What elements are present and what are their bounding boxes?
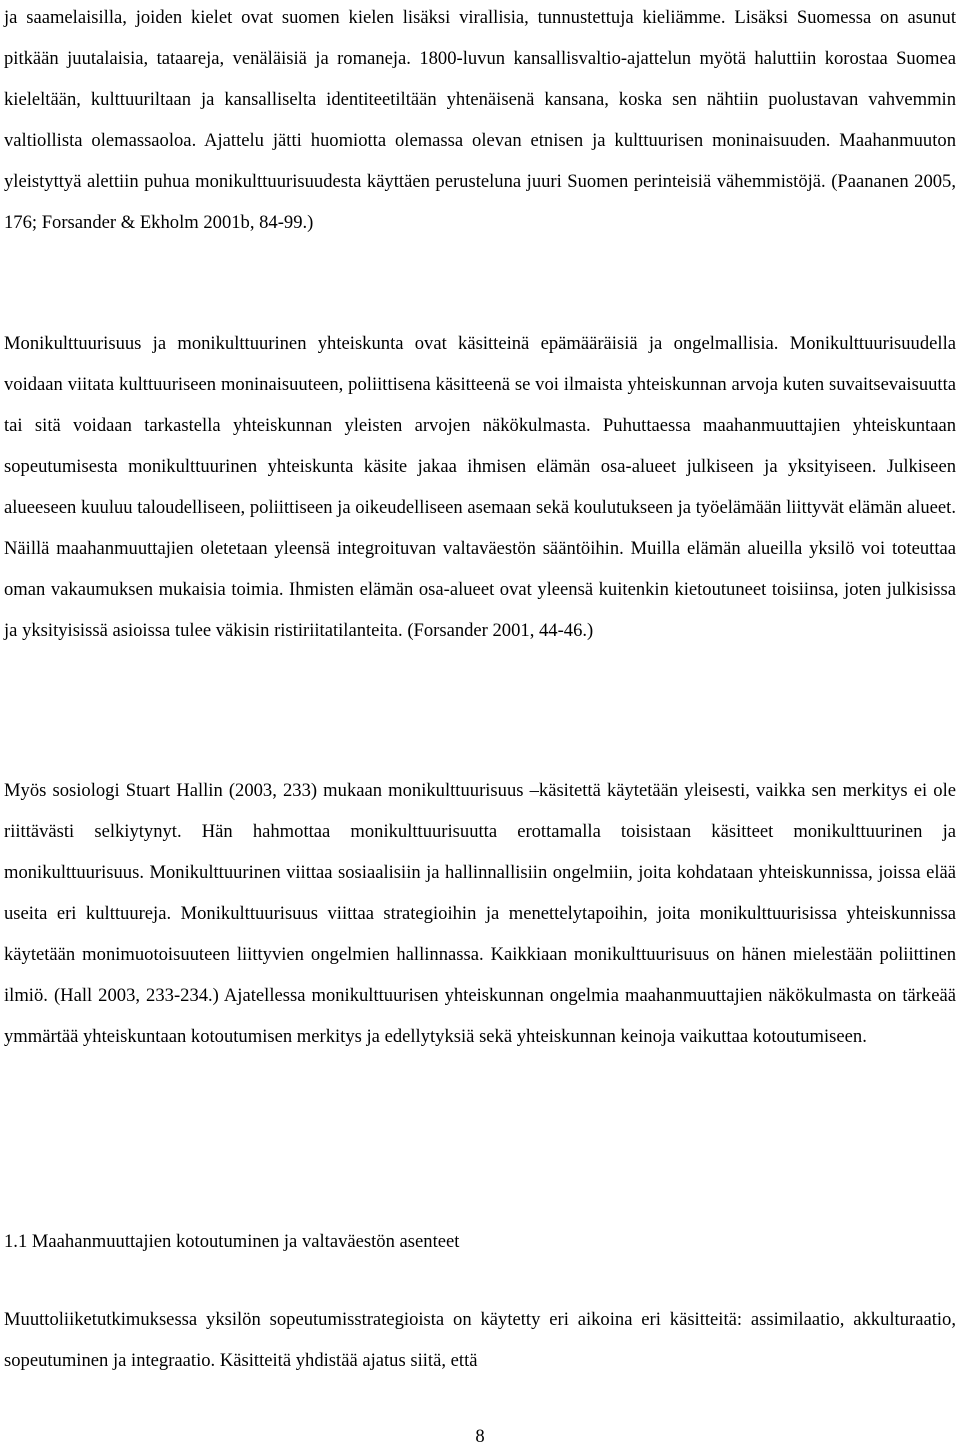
paragraph-2: Monikulttuurisuus ja monikulttuurinen yhteiskunta ovat käsitteinä epämääräisiä ja ongelmallisia. Monikulttuurisuudella voidaan viitata kulttuuriseen moninaisuuteen, poliittisena käsitteenä se voi ilmaista yhteiskunnan arvoja kuten suvaitsevaisuutta tai sitä voidaan tarkastella yhteiskunnan yleisten arvojen näkökulmasta. Puhuttaessa maahanmuuttajien yhteiskuntaan sopeutumisesta monikulttuurinen yhteiskunta käsite jakaa ihmisen elämän osa-alueet julkiseen ja yksityiseen. Julkiseen alueeseen kuuluu taloudelliseen, poliittiseen ja oikeudelliseen asemaan sekä koulutukseen ja työelämään liittyvät elämän alueet. Näillä maahanmuuttajien oletetaan yleensä integroituvan valtaväestön sääntöihin. Muilla elämän alueilla yksilö voi toteuttaa oman vakaumuksen mukaisia toimia. Ihmisten elämän osa-alueet ovat yleensä kuitenkin kietoutuneet toisiinsa, joten julkisissa ja yksityisissä asioissa tulee väkisin ristiriitatilanteita. (Forsander 2001, 44-46.)	[4, 333, 956, 641]
section-heading: 1.1 Maahanmuuttajien kotoutuminen ja valtaväestön asenteet	[4, 1231, 460, 1252]
paragraph-4: Muuttoliiketutkimuksessa yksilön sopeutumisstrategioista on käytetty eri aikoina eri käsitteitä: assimilaatio, akkulturaatio, sopeutuminen ja integraatio. Käsitteitä yhdistää ajatus siitä, että	[4, 1309, 956, 1371]
page-number: 8	[475, 1426, 485, 1447]
paragraph-3: Myös sosiologi Stuart Hallin (2003, 233) mukaan monikulttuurisuus –käsitettä käytetään yleisesti, vaikka sen merkitys ei ole riittävästi selkiytynyt. Hän hahmottaa monikulttuurisuutta erottamalla toisistaan käsitteet monikulttuurinen ja monikulttuurisuus. Monikulttuurinen viittaa sosiaalisiin ja hallinnallisiin ongelmiin, joita kohdataan yhteiskunnissa, joissa elää useita eri kulttuureja. Monikulttuurisuus viittaa strategioihin ja menettelytapoihin, joita monikulttuurisissa yhteiskunnissa käytetään monimuotoisuuteen liittyvien ongelmien hallinnassa. Kaikkiaan monikulttuurisuus on hänen mielestään poliittinen ilmiö. (Hall 2003, 233-234.) Ajatellessa monikulttuurisen yhteiskunnan ongelmia maahanmuuttajien näkökulmasta on tärkeää ymmärtää yhteiskuntaan kotoutumisen merkitys ja edellytyksiä sekä yhteiskunnan keinoja vaikuttaa kotoutumiseen.	[4, 780, 956, 1047]
paragraph-1: ja saamelaisilla, joiden kielet ovat suomen kielen lisäksi virallisia, tunnustettuja kieliämme. Lisäksi Suomessa on asunut pitkään juutalaisia, tataareja, venäläisiä ja romaneja. 1800-luvun kansallisvaltio-ajattelun myötä haluttiin korostaa Suomea kieleltään, kulttuuriltaan ja kansalliselta identiteetiltään yhtenäisenä kansana, koska sen nähtiin puolustavan vahvemmin valtiollista olemassaoloa. Ajattelu jätti huomiotta olemassa olevan etnisen ja kulttuurisen moninaisuuden. Maahanmuuton yleistyttyä alettiin puhua monikulttuurisuudesta käyttäen perusteluna juuri Suomen perinteisiä vähemmistöjä. (Paananen 2005, 176; Forsander & Ekholm 2001b, 84-99.)	[4, 7, 956, 233]
